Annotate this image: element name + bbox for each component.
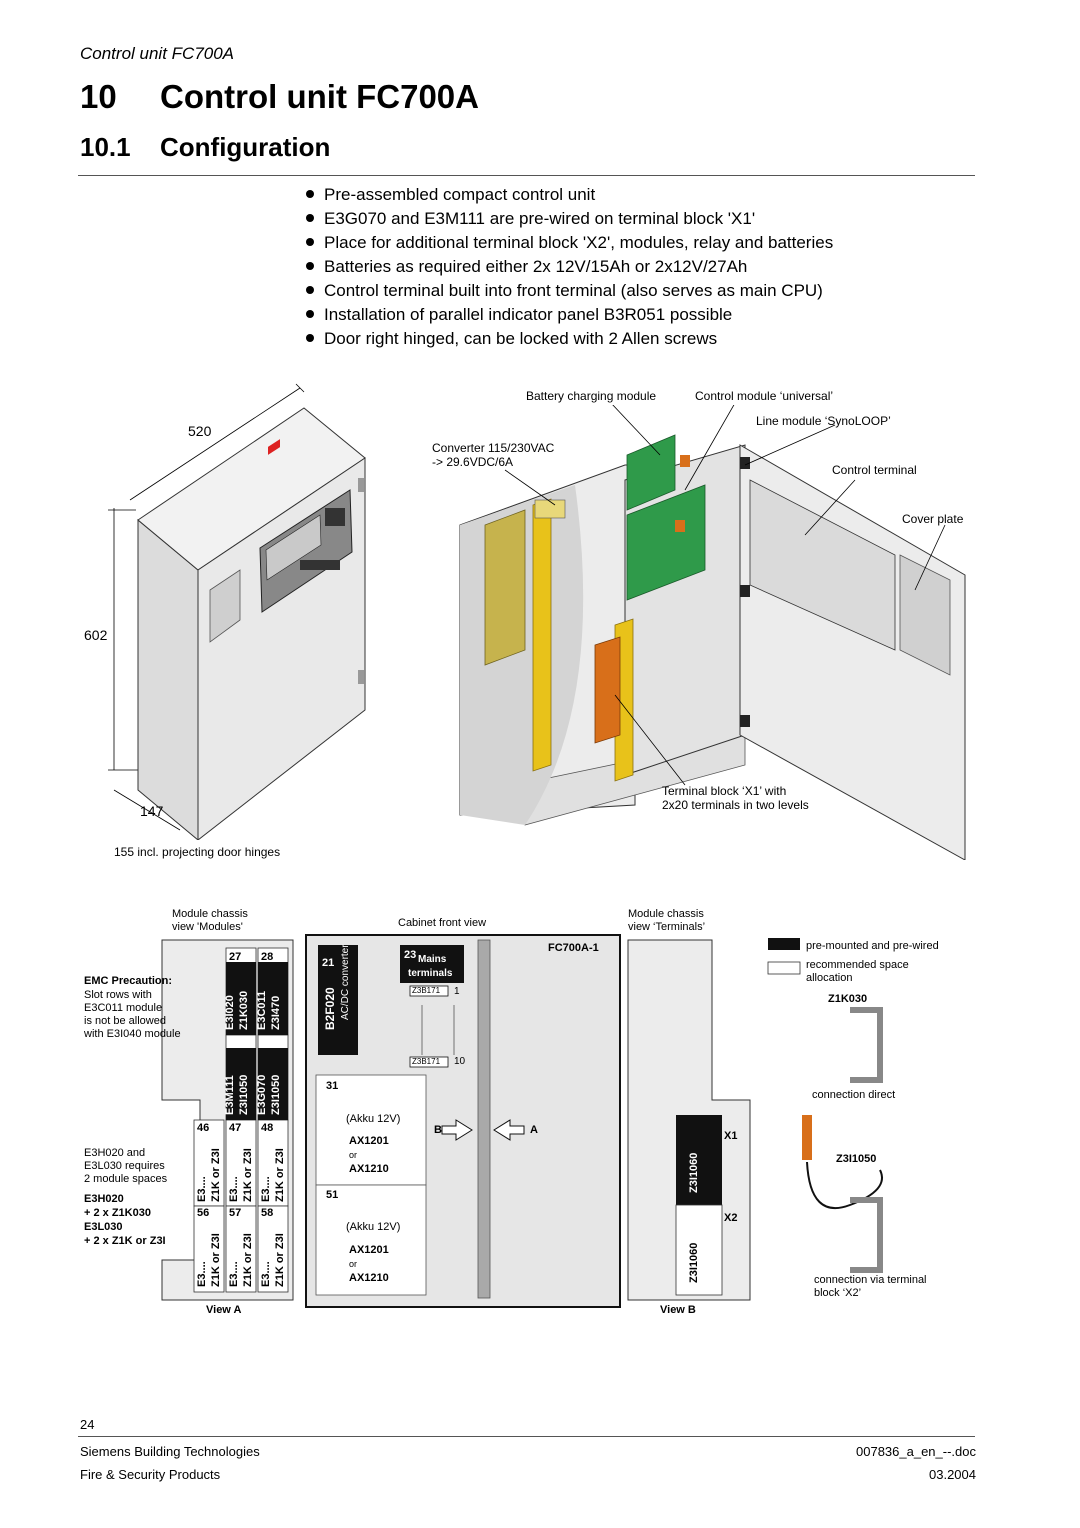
mains-label: Mains <box>418 954 447 965</box>
e3h-bold-line: + 2 x Z1K030 <box>84 1207 151 1219</box>
z3b171-label: Z3B171 <box>412 986 441 995</box>
control-module-label: Control module ‘universal’ <box>695 389 834 403</box>
bullet-icon <box>306 190 314 198</box>
view-b-label: View B <box>660 1304 696 1316</box>
module-label: Z3I1050 <box>238 1074 250 1115</box>
module-chassis-terminals-l1: Module chassis <box>628 908 704 920</box>
module-label: Z1K or Z3I <box>210 1148 222 1202</box>
cover-plate-label: Cover plate <box>902 512 964 526</box>
section-title: Configuration <box>160 132 331 162</box>
module-chassis-terminals-l2: view ‘Terminals’ <box>628 921 706 933</box>
bullet-icon <box>306 238 314 246</box>
slot-number: 37 <box>229 1037 242 1049</box>
x1-label: X1 <box>724 1130 738 1142</box>
arrow-b-label: B <box>434 1124 442 1136</box>
footer-company: Siemens Building Technologies <box>80 1444 260 1459</box>
connection-via-l2: block ‘X2’ <box>814 1287 862 1299</box>
module-label: Z1K or Z3I <box>274 1148 286 1202</box>
chapter-title: Control unit FC700A <box>160 78 479 115</box>
module-label: Z3I470 <box>270 995 282 1030</box>
feature-list <box>306 183 833 351</box>
b2f020-label: B2F020 <box>323 987 337 1030</box>
akku-label: (Akku 12V) <box>346 1221 401 1233</box>
chapter-heading <box>80 78 479 116</box>
list-item: Pre-assembled compact control unit <box>306 183 833 207</box>
or-label: or <box>349 1150 358 1160</box>
control-terminal-label: Control terminal <box>832 463 917 477</box>
z3i1050-label: Z3I1050 <box>836 1153 877 1165</box>
e3h-line: E3H020 and <box>84 1147 146 1159</box>
bullet-icon <box>306 286 314 294</box>
module-label: E3G070 <box>256 1074 268 1115</box>
module-label: Z1K030 <box>238 990 250 1030</box>
list-item: Door right hinged, can be locked with 2 Allen screws <box>306 327 833 351</box>
list-item: E3G070 and E3M111 are pre-wired on terminal block 'X1' <box>306 207 833 231</box>
connection-via-l1: connection via terminal <box>814 1274 927 1286</box>
e3h-bold-line: + 2 x Z1K or Z3I <box>84 1235 166 1247</box>
e3h-bold-line: E3L030 <box>84 1221 123 1233</box>
footer-division: Fire & Security Products <box>80 1467 221 1482</box>
module-label: E3.... <box>228 1261 240 1287</box>
slot-number: 56 <box>197 1207 210 1219</box>
list-item: Place for additional terminal block 'X2', modules, relay and batteries <box>306 231 833 255</box>
fc700a-label: FC700A-1 <box>548 942 599 954</box>
ax1201-label: AX1201 <box>349 1244 389 1256</box>
or-label: or <box>349 1259 358 1269</box>
bullet-icon <box>306 262 314 270</box>
module-label: Z1K or Z3I <box>242 1233 254 1287</box>
emc-title: EMC Precaution: <box>84 975 173 987</box>
slot-number: 27 <box>229 951 242 963</box>
module-label: E3.... <box>228 1176 240 1202</box>
converter-label-1: Converter 115/230VAC <box>432 441 555 455</box>
module-label: Z3I1050 <box>270 1074 282 1115</box>
footer-date: 03.2004 <box>929 1467 976 1482</box>
emc-line: is not be allowed <box>84 1015 166 1027</box>
z3i1060-label: Z3I1060 <box>688 1152 700 1193</box>
module-label: E3.... <box>260 1176 272 1202</box>
module-chassis-modules-l1: Module chassis <box>172 908 248 920</box>
list-item: Batteries as required either 2x 12V/15Ah or 2x12V/27Ah <box>306 255 833 279</box>
cabinet-exterior-drawing <box>100 380 430 840</box>
section-number: 10.1 <box>80 132 131 162</box>
battery-charging-module-label: Battery charging module <box>526 389 657 403</box>
height-dimension: 602 <box>84 627 108 643</box>
legend-prewired: pre-mounted and pre-wired <box>806 940 939 952</box>
emc-line: with E3I040 module <box>84 1028 181 1040</box>
module-label: Z1K or Z3I <box>210 1233 222 1287</box>
ax1201-label: AX1201 <box>349 1135 389 1147</box>
page-number: 24 <box>80 1417 95 1432</box>
slot-number: 28 <box>261 951 274 963</box>
module-label: E3M111 <box>224 1075 236 1115</box>
module-label: E3.... <box>196 1176 208 1202</box>
running-title: Control unit FC700A <box>80 44 235 63</box>
e3h-line: E3L030 requires <box>84 1160 165 1172</box>
terminal-block-label-1: Terminal block ‘X1’ with <box>662 784 787 798</box>
list-item: Installation of parallel indicator panel B3R051 possible <box>306 303 833 327</box>
arrow-a-label: A <box>530 1124 538 1136</box>
ax1210-label: AX1210 <box>349 1163 389 1175</box>
module-label: E3I020 <box>224 995 236 1030</box>
acdc-label: AC/DC converter <box>340 944 351 1020</box>
slot-number: 48 <box>261 1122 274 1134</box>
module-chassis-modules-l2: view 'Modules' <box>172 921 243 933</box>
terminals-label: terminals <box>408 968 453 979</box>
emc-line: E3C011 module <box>84 1002 163 1014</box>
z3i1060-label: Z3I1060 <box>688 1242 700 1283</box>
legend-recommended-l1: recommended space <box>806 959 909 971</box>
z3b171-label: Z3B171 <box>412 1057 441 1066</box>
e3h-line: 2 module spaces <box>84 1173 168 1185</box>
z3b-10-label: 10 <box>454 1056 466 1067</box>
slot-number: 51 <box>326 1189 339 1201</box>
slot-number: 31 <box>326 1080 339 1092</box>
bullet-icon <box>306 214 314 222</box>
footer-rule <box>78 1436 975 1437</box>
connection-direct-label: connection direct <box>812 1089 896 1101</box>
module-label: E3.... <box>196 1261 208 1287</box>
emc-line: Slot rows with <box>84 989 152 1001</box>
header-rule <box>78 175 975 176</box>
width-dimension: 520 <box>188 423 212 439</box>
footer-doc-id: 007836_a_en_--.doc <box>856 1444 976 1459</box>
slot-number: 23 <box>404 949 417 961</box>
ax1210-label: AX1210 <box>349 1272 389 1284</box>
view-a-label: View A <box>206 1304 242 1316</box>
module-label: Z1K or Z3I <box>242 1148 254 1202</box>
converter-label-2: -> 29.6VDC/6A <box>432 455 514 469</box>
slot-number: 46 <box>197 1122 210 1134</box>
cabinet-front-view-label: Cabinet front view <box>398 917 487 929</box>
slot-number: 58 <box>261 1207 274 1219</box>
z1k030-label: Z1K030 <box>828 993 868 1005</box>
slot-number: 38 <box>261 1037 274 1049</box>
legend-recommended-l2: allocation <box>806 972 853 984</box>
line-module-label: Line module ‘SynoLOOP’ <box>756 414 891 428</box>
bullet-icon <box>306 310 314 318</box>
terminal-block-label-2: 2x20 terminals in two levels <box>662 798 809 812</box>
slot-number: 57 <box>229 1207 242 1219</box>
depth-dimension: 147 <box>140 803 164 819</box>
x2-label: X2 <box>724 1212 738 1224</box>
module-label: E3C011 <box>256 990 268 1030</box>
akku-label: (Akku 12V) <box>346 1113 401 1125</box>
chapter-number: 10 <box>80 78 117 115</box>
section-heading <box>80 132 330 163</box>
z3b-1-label: 1 <box>454 986 460 997</box>
bullet-icon <box>306 334 314 342</box>
depth-note: 155 incl. projecting door hinges <box>114 845 281 859</box>
list-item: Control terminal built into front terminal (also serves as main CPU) <box>306 279 833 303</box>
slot-number: 47 <box>229 1122 242 1134</box>
module-label: Z1K or Z3I <box>274 1233 286 1287</box>
slot-number: 21 <box>322 957 335 969</box>
e3h-bold-line: E3H020 <box>84 1193 124 1205</box>
module-label: E3.... <box>260 1261 272 1287</box>
